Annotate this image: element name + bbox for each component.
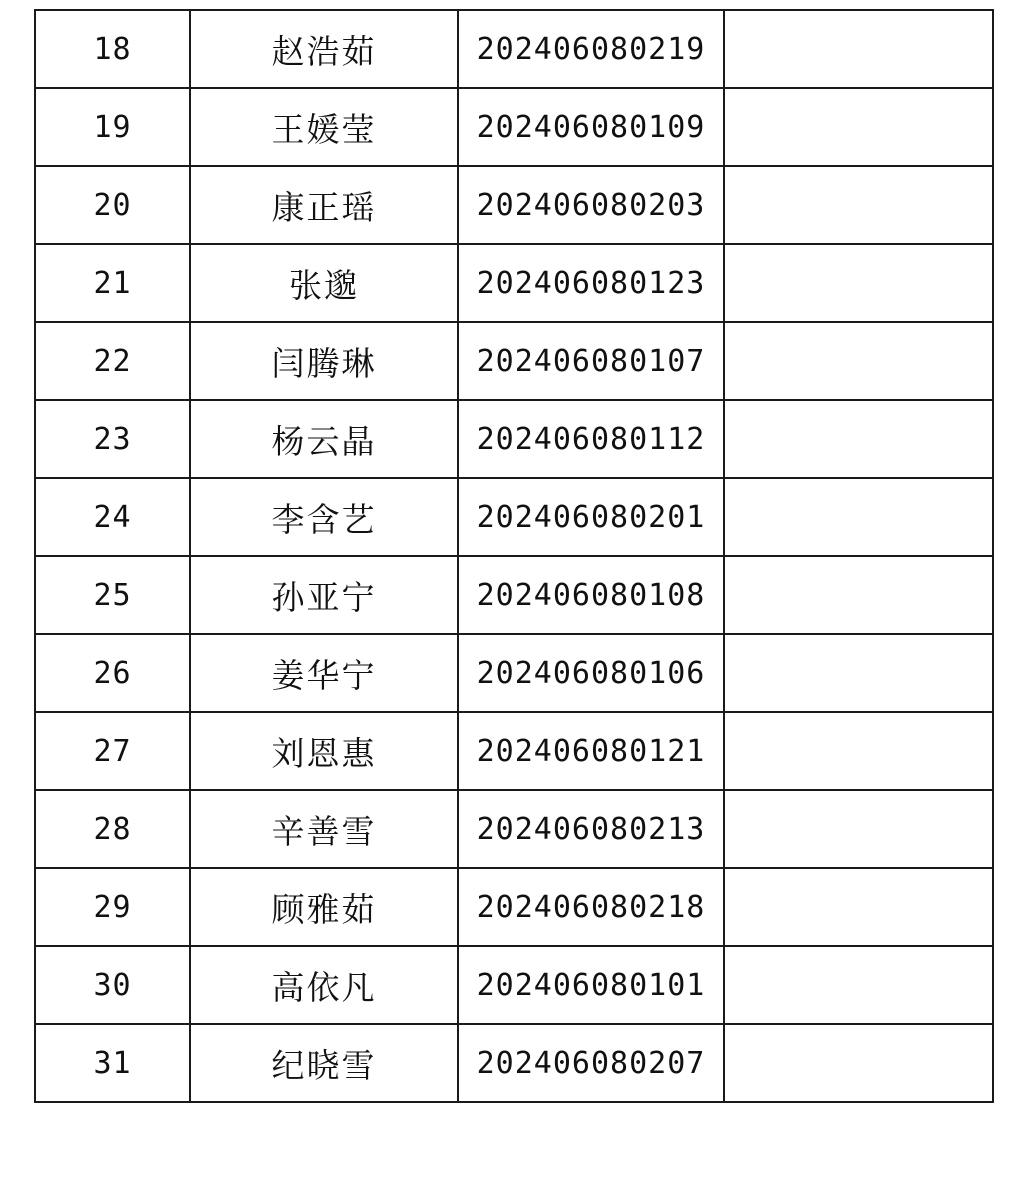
student-id-cell: 202406080101 — [458, 946, 724, 1024]
student-name-cell: 高依凡 — [190, 946, 458, 1024]
roster-table-body — [35, 10, 993, 1102]
student-id-cell: 202406080218 — [458, 868, 724, 946]
table-row — [35, 88, 993, 166]
row-number-cell: 23 — [35, 400, 190, 478]
row-number-cell: 29 — [35, 868, 190, 946]
student-name-cell: 闫腾琳 — [190, 322, 458, 400]
blank-note-cell — [724, 478, 993, 556]
student-id-cell: 202406080207 — [458, 1024, 724, 1102]
blank-note-cell — [724, 868, 993, 946]
student-roster-table — [34, 9, 994, 1103]
table-row — [35, 400, 993, 478]
table-row — [35, 10, 993, 88]
table-row — [35, 244, 993, 322]
row-number-cell: 27 — [35, 712, 190, 790]
table-row — [35, 946, 993, 1024]
blank-note-cell — [724, 946, 993, 1024]
student-name-cell: 姜华宁 — [190, 634, 458, 712]
blank-note-cell — [724, 322, 993, 400]
table-row — [35, 790, 993, 868]
row-number-cell: 19 — [35, 88, 190, 166]
blank-note-cell — [724, 400, 993, 478]
student-name-cell: 李含艺 — [190, 478, 458, 556]
row-number-cell: 28 — [35, 790, 190, 868]
row-number-cell: 31 — [35, 1024, 190, 1102]
table-row — [35, 868, 993, 946]
student-id-cell: 202406080107 — [458, 322, 724, 400]
student-name-cell: 康正瑶 — [190, 166, 458, 244]
student-name-cell: 辛善雪 — [190, 790, 458, 868]
student-id-cell: 202406080109 — [458, 88, 724, 166]
student-name-cell: 顾雅茹 — [190, 868, 458, 946]
row-number-cell: 20 — [35, 166, 190, 244]
roster-sheet — [34, 9, 990, 1103]
table-row — [35, 166, 993, 244]
row-number-cell: 21 — [35, 244, 190, 322]
row-number-cell: 24 — [35, 478, 190, 556]
blank-note-cell — [724, 166, 993, 244]
student-id-cell: 202406080203 — [458, 166, 724, 244]
student-id-cell: 202406080121 — [458, 712, 724, 790]
student-id-cell: 202406080112 — [458, 400, 724, 478]
student-name-cell: 王媛莹 — [190, 88, 458, 166]
blank-note-cell — [724, 634, 993, 712]
student-name-cell: 赵浩茹 — [190, 10, 458, 88]
student-id-cell: 202406080201 — [458, 478, 724, 556]
row-number-cell: 22 — [35, 322, 190, 400]
blank-note-cell — [724, 244, 993, 322]
row-number-cell: 26 — [35, 634, 190, 712]
student-id-cell: 202406080213 — [458, 790, 724, 868]
student-name-cell: 孙亚宁 — [190, 556, 458, 634]
blank-note-cell — [724, 556, 993, 634]
row-number-cell: 30 — [35, 946, 190, 1024]
table-row — [35, 556, 993, 634]
row-number-cell: 25 — [35, 556, 190, 634]
blank-note-cell — [724, 10, 993, 88]
student-id-cell: 202406080123 — [458, 244, 724, 322]
student-name-cell: 刘恩惠 — [190, 712, 458, 790]
table-row — [35, 322, 993, 400]
student-id-cell: 202406080106 — [458, 634, 724, 712]
student-id-cell: 202406080108 — [458, 556, 724, 634]
student-name-cell: 张邈 — [190, 244, 458, 322]
student-id-cell: 202406080219 — [458, 10, 724, 88]
blank-note-cell — [724, 790, 993, 868]
table-row — [35, 634, 993, 712]
row-number-cell: 18 — [35, 10, 190, 88]
student-name-cell: 杨云晶 — [190, 400, 458, 478]
table-row — [35, 478, 993, 556]
blank-note-cell — [724, 88, 993, 166]
student-name-cell: 纪晓雪 — [190, 1024, 458, 1102]
blank-note-cell — [724, 1024, 993, 1102]
table-row — [35, 1024, 993, 1102]
table-row — [35, 712, 993, 790]
blank-note-cell — [724, 712, 993, 790]
